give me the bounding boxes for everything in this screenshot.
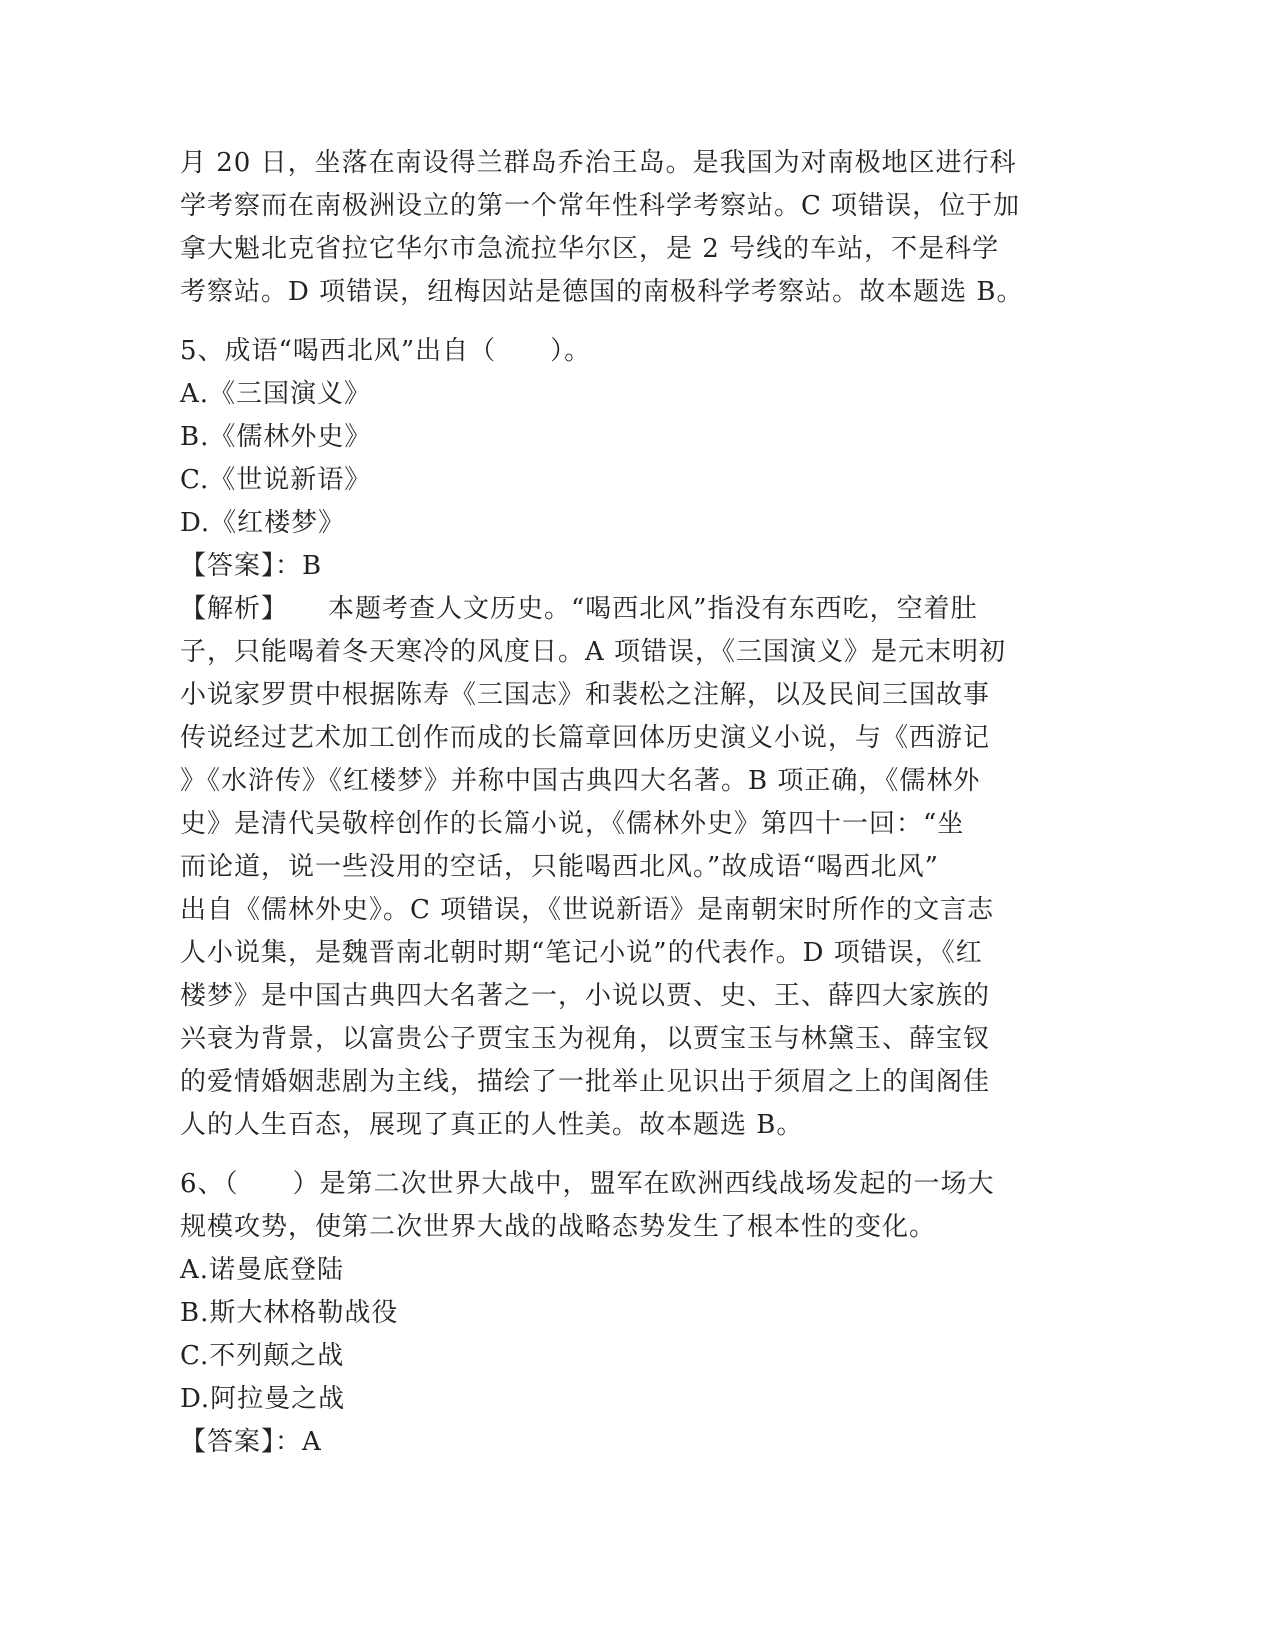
option-a: A.《三国演义》: [180, 379, 372, 409]
analysis-line: 子，只能喝着冬天寒冷的风度日。A 项错误，《三国演义》是元末明初: [180, 637, 1007, 667]
analysis-line: 出自《儒林外史》。C 项错误，《世说新语》是南朝宋时所作的文言志: [180, 895, 995, 925]
question-5: [180, 330, 1090, 1147]
question-stem: 6、（ ）是第二次世界大战中，盟军在欧洲西线战场发起的一场大: [180, 1169, 995, 1199]
option-c: C.不列颠之战: [180, 1341, 345, 1371]
option-a: A.诺曼底登陆: [180, 1255, 345, 1285]
option-d: D.《红楼梦》: [180, 508, 346, 538]
option-b: B.《儒林外史》: [180, 422, 372, 452]
explanation-line: 学考察而在南极洲设立的第一个常年性科学考察站。C 项错误，位于加: [180, 191, 1021, 221]
explanation-line: 月 20 日，坐落在南设得兰群岛乔治王岛。是我国为对南极地区进行科: [180, 148, 1017, 178]
answer-value: B: [302, 551, 323, 581]
answer-label: 【答案】：: [180, 551, 303, 581]
explanation-line: 考察站。D 项错误，纽梅因站是德国的南极科学考察站。故本题选 B。: [180, 277, 1024, 307]
analysis-line: 兴衰为背景，以富贵公子贾宝玉为视角，以贾宝玉与林黛玉、薛宝钗: [180, 1024, 991, 1054]
answer-label: 【答案】：: [180, 1427, 303, 1457]
analysis-line: 的爱情婚姻悲剧为主线，描绘了一批举止见识出于须眉之上的闺阁佳: [180, 1067, 991, 1097]
document-page: [180, 142, 1090, 1464]
analysis-first-line: [180, 588, 1090, 631]
question-6: [180, 1163, 1090, 1464]
analysis-line: 人的人生百态，展现了真正的人性美。故本题选 B。: [180, 1110, 804, 1140]
previous-explanation: [180, 142, 1090, 314]
explanation-line: 拿大魁北克省拉它华尔市急流拉华尔区，是 2 号线的车站，不是科学: [180, 234, 1000, 264]
analysis-line: 》《水浒传》《红楼梦》并称中国古典四大名著。B 项正确，《儒林外: [180, 766, 981, 796]
answer-line: [180, 545, 1090, 588]
analysis-line: 小说家罗贯中根据陈寿《三国志》和裴松之注解，以及民间三国故事: [180, 680, 991, 710]
option-d: D.阿拉曼之战: [180, 1384, 346, 1414]
analysis-line: 人小说集，是魏晋南北朝时期“笔记小说”的代表作。D 项错误，《红: [180, 938, 983, 968]
question-stem: 5、成语“喝西北风”出自（ ）。: [180, 336, 592, 366]
option-b: B.斯大林格勒战役: [180, 1298, 399, 1328]
analysis-text: 本题考查人文历史。“喝西北风”指没有东西吃，空着肚: [328, 594, 978, 624]
answer-value: A: [302, 1427, 322, 1457]
analysis-line: 传说经过艺术加工创作而成的长篇章回体历史演义小说，与《西游记: [180, 723, 991, 753]
analysis-label: 【解析】: [180, 594, 289, 624]
option-c: C.《世说新语》: [180, 465, 372, 495]
answer-line: [180, 1421, 1090, 1464]
analysis-line: 史》是清代吴敬梓创作的长篇小说，《儒林外史》第四十一回：“坐: [180, 809, 965, 839]
question-stem: 规模攻势，使第二次世界大战的战略态势发生了根本性的变化。: [180, 1212, 937, 1242]
analysis-line: 楼梦》是中国古典四大名著之一，小说以贾、史、王、薛四大家族的: [180, 981, 991, 1011]
analysis-line: 而论道，说一些没用的空话，只能喝西北风。”故成语“喝西北风”: [180, 852, 939, 882]
